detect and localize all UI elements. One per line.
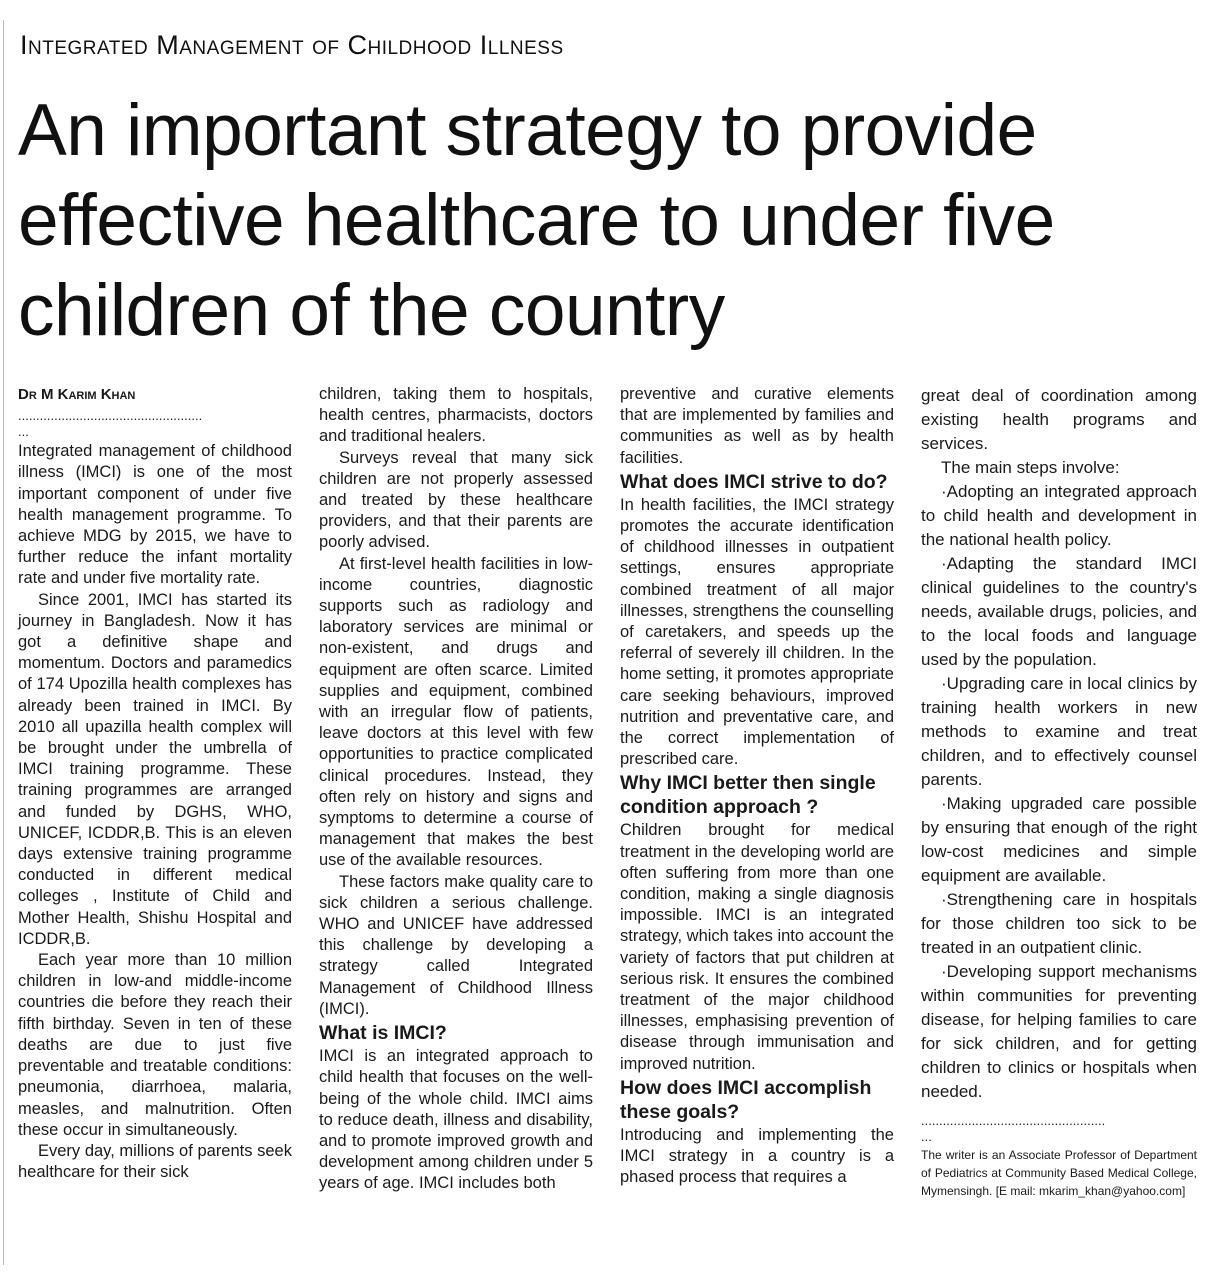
article-column-1 [18, 384, 292, 1183]
paragraph: children, taking them to hospitals, health centres, pharmacists, doctors and traditional healers. [319, 385, 593, 446]
subheading: How does IMCI accomplish these goals? [620, 1076, 872, 1123]
paragraph: Integrated management of childhood illness (IMCI) is one of the most important component of under five health management programme. To achieve MDG by 2015, we have to further reduce the infant mortality rate and under five mortality rate. [18, 442, 292, 588]
paragraph: Introducing and implementing the IMCI strategy in a country is a phased process that requires a [620, 1125, 894, 1187]
dotted-separator: ................................................... [921, 1113, 1106, 1128]
article-column-4 [921, 384, 1197, 1200]
paragraph: preventive and curative elements that are implemented by families and communities as well as by health facilities. [620, 385, 894, 467]
article-column-3 [620, 384, 894, 1189]
paragraph: Every day, millions of parents seek healthcare for their sick [18, 1141, 292, 1182]
list-item: ·Adapting the standard IMCI clinical guidelines to the country's needs, available drugs, policies, and to the local foods and language used by the population. [921, 554, 1197, 669]
paragraph: Surveys reveal that many sick children are not properly assessed and treated by these healthcare providers, and that their parents are poorly advised. [319, 448, 593, 552]
list-item: ·Developing support mechanisms within communities for preventing disease, for helping families to care for sick children, and for getting children to clinics or hospitals when needed. [921, 962, 1197, 1101]
column-rule [3, 20, 4, 1265]
author-bio: The writer is an Associate Professor of Department of Pediatrics at Community Based Medical College, Mymensingh. [E mail: mkarim_khan@yahoo.com] [921, 1148, 1197, 1198]
dotted-separator-tail: ... [18, 424, 29, 440]
paragraph: IMCI is an integrated approach to child health that focuses on the well-being of the whole child. IMCI aims to reduce death, illness and disability, and to promote improved growth and development among children under 5 years of age. IMCI includes both [319, 1047, 593, 1193]
byline: Dr M Karim Khan [18, 386, 136, 403]
subheading: What does IMCI strive to do? [620, 470, 888, 493]
headline-line: effective healthcare to under five [18, 180, 1055, 261]
paragraph: great deal of coordination among existing health programs and services. [921, 386, 1197, 453]
subheading: What is IMCI? [319, 1022, 447, 1045]
paragraph: Since 2001, IMCI has started its journey in Bangladesh. Now it has got a definitive shape and momentum. Doctors and paramedics of 174 Upozilla health complexes has already been trained in IMCI. By 2010 all upazilla health complex will be brought under the umbrella of IMCI training programme. These training programmes are arranged and funded by DGHS, WHO, UNICEF, ICDDR,B. This is an eleven days extensive training programme conducted in different medical colleges , Institute of Child and Mother Health, Shishu Hospital and ICDDR,B. [18, 590, 292, 948]
list-item: ·Adopting an integrated approach to child health and development in the national health policy. [921, 482, 1197, 549]
paragraph: Each year more than 10 million children in low-and middle-income countries die before they reach their fifth birthday. Seven in ten of these deaths are due to just five preventable and treatable conditions: pneumonia, diarrhoea, malaria, measles, and malnutrition. Often these occur in simultaneously. [18, 951, 292, 1139]
list-item: ·Strengthening care in hospitals for those children too sick to be treated in an outpatient clinic. [921, 890, 1197, 957]
list-item: ·Making upgraded care possible by ensuring that enough of the right low-cost medicines and simple equipment are available. [921, 794, 1197, 885]
article-column-2 [319, 384, 593, 1195]
headline [18, 86, 1198, 356]
headline-line: children of the country [18, 270, 725, 351]
paragraph: At first-level health facilities in low-income countries, diagnostic supports such as radiology and laboratory services are minimal or non-existent, and drugs and equipment are often scarce. Limited supplies and equipment, combined with an irregular flow of patients, leave doctors at this level with few opportunities to practice complicated clinical procedures. Instead, they often rely on history and signs and symptoms to determine a course of management that makes the best use of the available resources. [319, 554, 593, 870]
kicker: Integrated Management of Childhood Illness [20, 30, 564, 60]
list-item: ·Upgrading care in local clinics by training health workers in new methods to examine and treat children, and to effectively counsel parents. [921, 674, 1197, 789]
dotted-separator-tail: ... [921, 1129, 932, 1144]
subheading: Why IMCI better then single condition approach ? [620, 772, 876, 819]
dotted-separator: ................................................... [18, 408, 203, 424]
paragraph: Children brought for medical treatment in the developing world are often suffering from more than one condition, making a single diagnosis impossible. IMCI is an integrated strategy, which takes into account the variety of factors that put children at serious risk. It ensures the combined treatment of the major childhood illnesses, emphasising prevention of disease through immunisation and improved nutrition. [620, 821, 894, 1073]
headline-line: An important strategy to provide [18, 90, 1037, 171]
paragraph: The main steps involve: [941, 458, 1120, 477]
paragraph: In health facilities, the IMCI strategy promotes the accurate identification of childhood illnesses in outpatient settings, ensures appropriate combined treatment of all major illnesses, strengthens the counselling of caretakers, and speeds up the referral of severely ill children. In the home setting, it promotes appropriate care seeking behaviours, improved nutrition and preventative care, and the correct implementation of prescribed care. [620, 495, 894, 769]
paragraph: These factors make quality care to sick children a serious challenge. WHO and UNICEF have addressed this challenge by developing a strategy called Integrated Management of Childhood Illness (IMCI). [319, 872, 593, 1018]
